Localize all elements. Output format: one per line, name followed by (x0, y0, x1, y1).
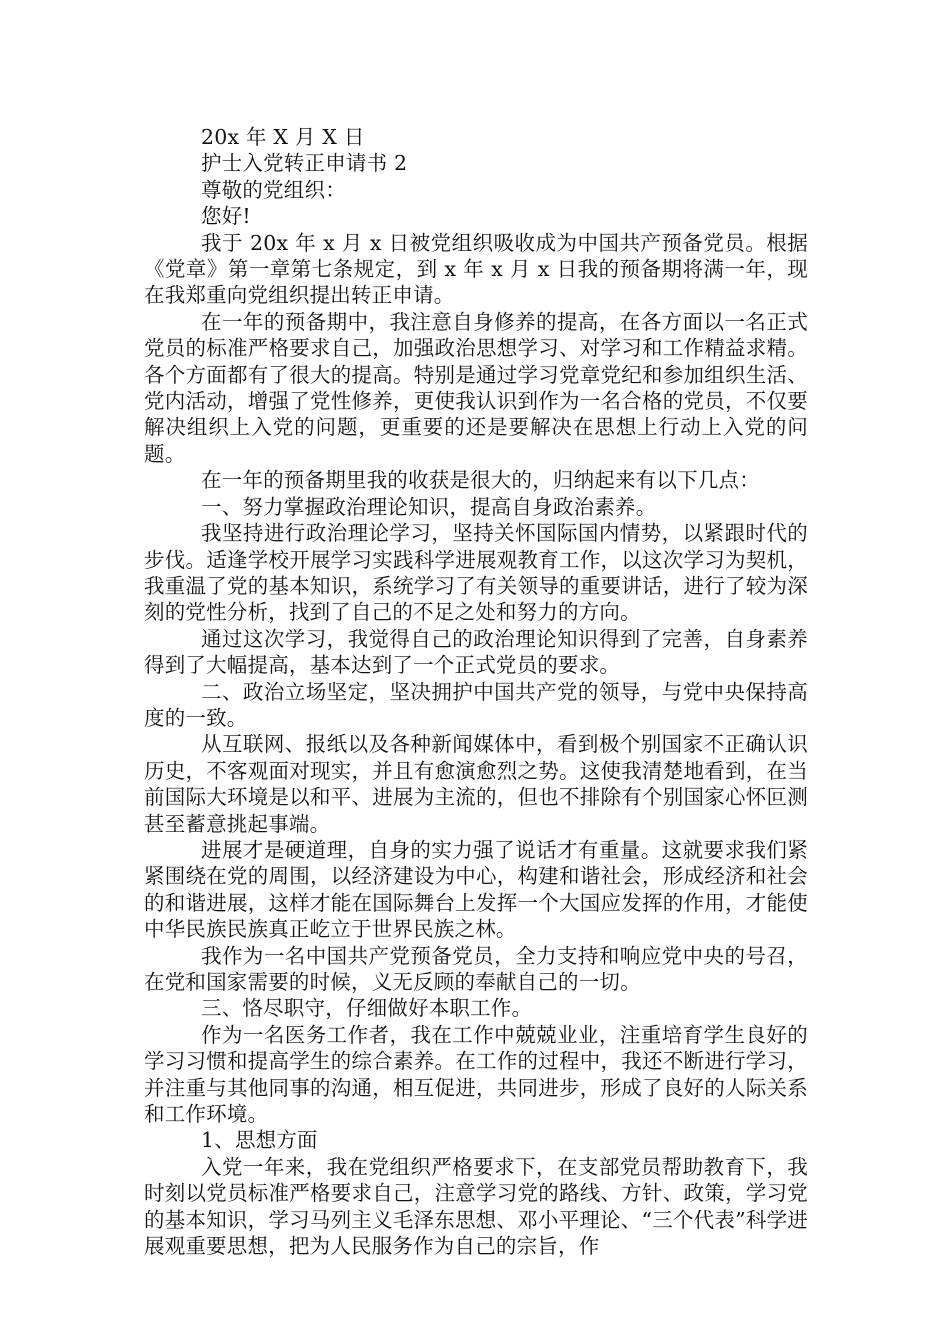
paragraph: 在一年的预备期里我的收获是很大的，归纳起来有以下几点： (201, 468, 760, 493)
document-title: 护士入党转正申请书 2 (201, 151, 408, 176)
section-heading: 一、努力掌握政治理论知识，提高自身政治素养。 (201, 494, 657, 519)
paragraph: 入党一年来，我在党组织严格要求下，在支部党员帮助教育下，我时刻以党员标准严格要求自己，注意学习党的路线、方针、政策，学习党的基本知识，学习马列主义毛泽东思想、邓小平理论、“三个代表”科学进展观重要思想，把为人民服务作为自己的宗旨，作 (144, 1154, 808, 1259)
salutation: 尊敬的党组织： (201, 177, 346, 202)
subsection-heading: 1、思想方面 (201, 1128, 318, 1153)
paragraph: 我于 20x 年 x 月 x 日被党组织吸收成为中国共产预备党员。根据《党章》第一章第七条规定，到 x 年 x 月 x 日我的预备期将满一年，现在我郑重向党组织提出转正申请。 (144, 230, 808, 308)
paragraph: 我坚持进行政治理论学习，坚持关怀国际国内情势，以紧跟时代的步伐。适逢学校开展学习实践科学进展观教育工作，以这次学习为契机，我重温了党的基本知识，系统学习了有关领导的重要讲话，进行了较为深刻的党性分析，找到了自己的不足之处和努力的方向。 (144, 521, 808, 625)
paragraph: 在一年的预备期中，我注意自身修养的提高，在各方面以一名正式党员的标准严格要求自己，加强政治思想学习、对学习和工作精益求精。各个方面都有了很大的提高。特别是通过学习党章党纪和参加组织生活、党内活动，增强了党性修养，更使我认识到作为一名合格的党员，不仅要解决组织上入党的问题，更重要的还是要解决在思想上行动上入党的问题。 (144, 309, 808, 466)
greeting: 您好! (201, 204, 251, 229)
paragraph: 通过这次学习，我觉得自己的政治理论知识得到了完善，自身素养得到了大幅提高，基本达到了一个正式党员的要求。 (144, 626, 808, 678)
section-heading: 三、恪尽职守，仔细做好本职工作。 (201, 996, 533, 1021)
paragraph: 作为一名医务工作者，我在工作中兢兢业业，注重培育学生良好的学习习惯和提高学生的综合素养。在工作的过程中，我还不断进行学习，并注重与其他同事的沟通，相互促进，共同进步，形成了良好的人际关系和工作环境。 (144, 1022, 808, 1127)
paragraph: 我作为一名中国共产党预备党员，全力支持和响应党中央的号召，在党和国家需要的时候，义无反顾的奉献自己的一切。 (144, 943, 808, 994)
paragraph: 进展才是硬道理，自身的实力强了说话才有重量。这就要求我们紧紧围绕在党的周围，以经济建设为中心，构建和谐社会，形成经济和社会的和谐进展，这样才能在国际舞台上发挥一个大国应发挥的作用，才能使中华民族民族真正屹立于世界民族之林。 (144, 837, 808, 942)
date-line: 20x 年 X 月 X 日 (201, 125, 365, 149)
section-heading: 二、政治立场坚定，坚决拥护中国共产党的领导，与党中央保持高度的一致。 (144, 679, 808, 730)
paragraph: 从互联网、报纸以及各种新闻媒体中，看到极个别国家不正确认识历史，不客观面对现实，并且有愈演愈烈之势。这使我清楚地看到，在当前国际大环境是以和平、进展为主流的，但也不排除有个别国家心怀叵测甚至蓄意挑起事端。 (144, 732, 808, 836)
document-body (144, 124, 808, 1259)
